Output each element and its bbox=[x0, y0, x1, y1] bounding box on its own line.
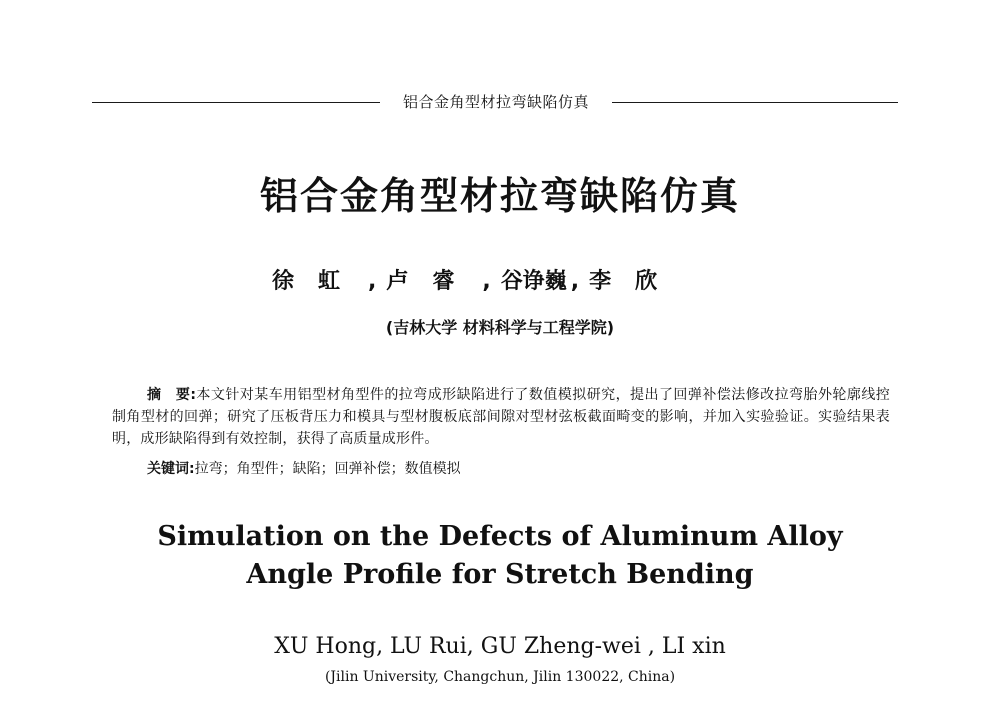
author-name-chinese: 谷诤巍 bbox=[500, 269, 567, 294]
author-name-chinese: 徐虹 bbox=[272, 269, 365, 294]
keywords-label: 关键词: bbox=[147, 461, 195, 477]
paper-title-chinese: 铝合金角型材拉弯缺陷仿真 bbox=[259, 173, 740, 218]
paper-title-english-line-2: Angle Profile for Stretch Bending bbox=[246, 559, 754, 590]
running-header-rule-right bbox=[612, 102, 898, 103]
abstract-chinese bbox=[112, 384, 890, 450]
affiliation-chinese: (吉林大学 材料科学与工程学院) bbox=[385, 318, 615, 337]
abstract-text: 本文针对某车用铝型材角型件的拉弯成形缺陷进行了数值模拟研究，提出了回弹补偿法修改拉弯胎外轮廓线控制角型材的回弹；研究了压板背压力和模具与型材腹板底部间隙对型材弦板截面畸变的影响，并加入实验验证。实验结果表明，成形缺陷得到有效控制，获得了高质量成形件。 bbox=[112, 387, 890, 447]
keywords-chinese bbox=[147, 458, 867, 480]
running-header-title: 铝合金角型材拉弯缺陷仿真 bbox=[402, 93, 589, 111]
author-separator: , bbox=[368, 269, 377, 294]
abstract-label: 摘 要: bbox=[147, 387, 197, 403]
author-separator: , bbox=[482, 269, 491, 294]
affiliation-english: (Jilin University, Changchun, Jilin 130022, China) bbox=[324, 669, 676, 685]
author-name-chinese: 卢睿 bbox=[386, 269, 479, 294]
author-separator: , bbox=[570, 269, 580, 294]
author-list-chinese bbox=[272, 267, 732, 297]
paper-title-english-line-1: Simulation on the Defects of Aluminum Alloy bbox=[157, 521, 843, 552]
keywords-text: 拉弯；角型件；缺陷；回弹补偿；数值模拟 bbox=[194, 461, 461, 477]
paper-title-english bbox=[0, 518, 1000, 594]
running-header-rule-left bbox=[92, 102, 380, 103]
running-header bbox=[92, 92, 898, 112]
author-name-chinese: 李欣 bbox=[589, 269, 682, 294]
author-list-english: XU Hong, LU Rui, GU Zheng-wei , LI xin bbox=[274, 634, 726, 659]
